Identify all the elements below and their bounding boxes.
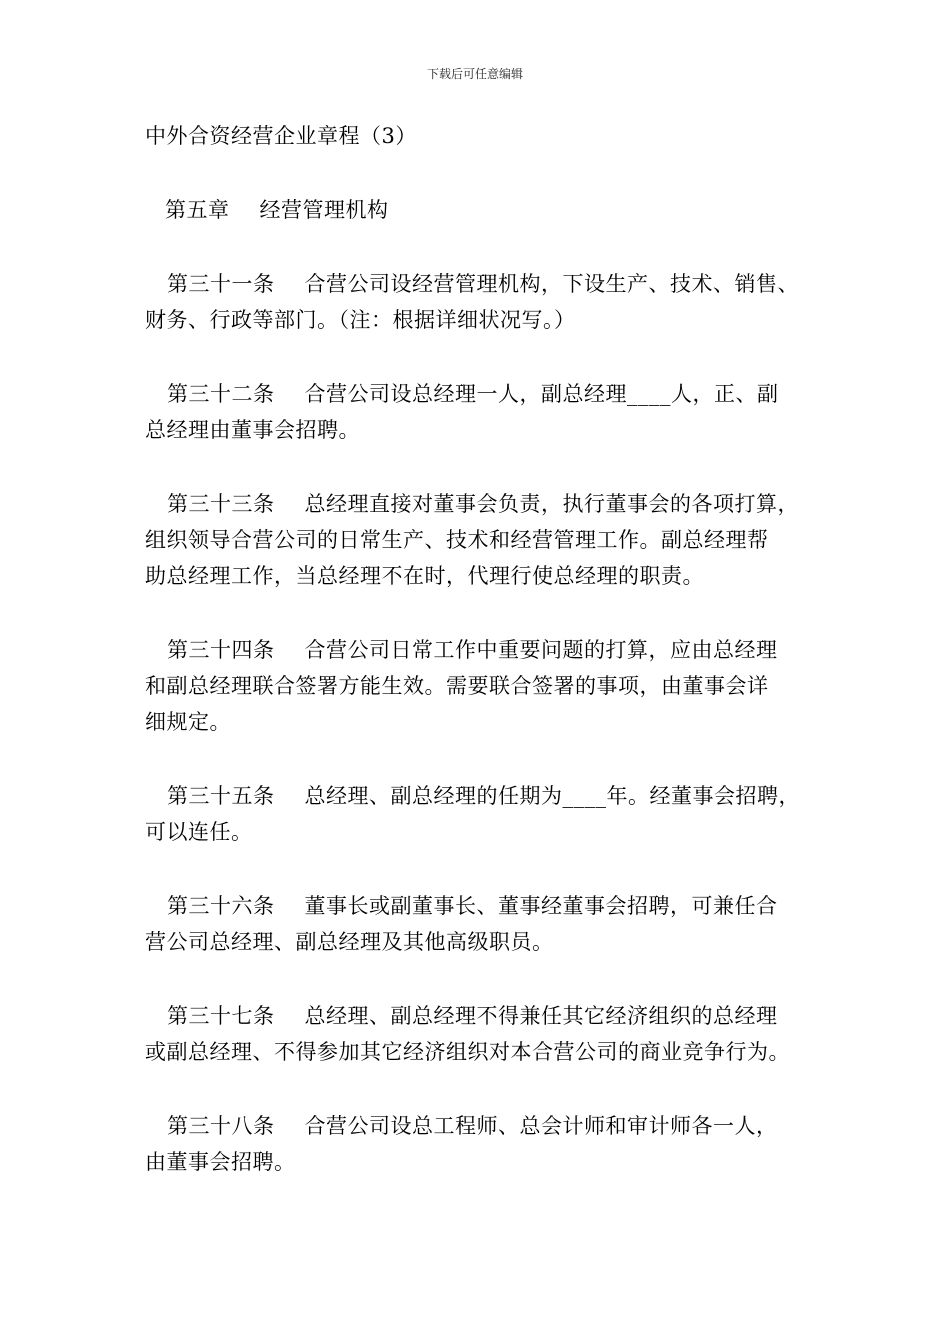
article-number: 第三十八条 — [167, 1114, 275, 1138]
article-text-line: 合营公司设总工程师、总会计师和审计师各一人， — [304, 1114, 778, 1138]
chapter-number: 第五章 — [165, 198, 230, 222]
article-text-line: 总经理、副总经理的任期为____年。经董事会招聘， — [304, 784, 800, 808]
article-text-line: 合营公司日常工作中重要问题的打算，应由总经理 — [304, 638, 778, 662]
article-text-line: 和副总经理联合签署方能生效。需要联合签署的事项，由董事会详 — [145, 674, 769, 698]
article-text-line: 合营公司设经营管理机构，下设生产、技术、销售、 — [304, 272, 799, 296]
article-text-line: 合营公司设总经理一人，副总经理____人，正、副 — [304, 382, 779, 406]
article-text-line: 或副总经理、不得参加其它经济组织对本合营公司的商业竞争行为。 — [145, 1040, 790, 1064]
article-31 — [145, 266, 817, 338]
article-text-line: 总经理直接对董事会负责，执行董事会的各项打算， — [304, 492, 799, 516]
article-number: 第三十七条 — [167, 1004, 275, 1028]
article-number: 第三十五条 — [167, 784, 275, 808]
article-number: 第三十四条 — [167, 638, 275, 662]
chapter-name: 经营管理机构 — [259, 198, 389, 222]
article-32 — [145, 376, 817, 448]
article-text-line: 组织领导合营公司的日常生产、技术和经营管理工作。副总经理帮 — [145, 528, 769, 552]
article-text-line: 财务、行政等部门。（注：根据详细状况写。） — [145, 308, 576, 332]
chapter-heading — [145, 192, 817, 228]
article-text-line: 细规定。 — [145, 710, 231, 734]
article-36 — [145, 888, 817, 960]
article-number: 第三十一条 — [167, 272, 275, 296]
article-text-line: 总经理由董事会招聘。 — [145, 418, 360, 442]
article-text-line: 可以连任。 — [145, 820, 253, 844]
article-number: 第三十三条 — [167, 492, 275, 516]
article-33 — [145, 486, 817, 594]
article-text-line: 董事长或副董事长、董事经董事会招聘，可兼任合 — [304, 894, 778, 918]
page-header-note: 下载后可任意编辑 — [426, 67, 523, 81]
article-number: 第三十六条 — [167, 894, 275, 918]
document-title: 中外合资经营企业章程（3） — [145, 124, 417, 148]
article-text-line: 总经理、副总经理不得兼任其它经济组织的总经理 — [304, 1004, 778, 1028]
article-text-line: 助总经理工作，当总经理不在时，代理行使总经理的职责。 — [145, 564, 704, 588]
article-text-line: 营公司总经理、副总经理及其他高级职员。 — [145, 930, 554, 954]
article-34 — [145, 632, 817, 740]
article-35 — [145, 778, 817, 850]
article-38 — [145, 1108, 817, 1180]
article-number: 第三十二条 — [167, 382, 275, 406]
article-text-line: 由董事会招聘。 — [145, 1150, 296, 1174]
article-37 — [145, 998, 817, 1070]
document-body — [145, 118, 817, 1180]
